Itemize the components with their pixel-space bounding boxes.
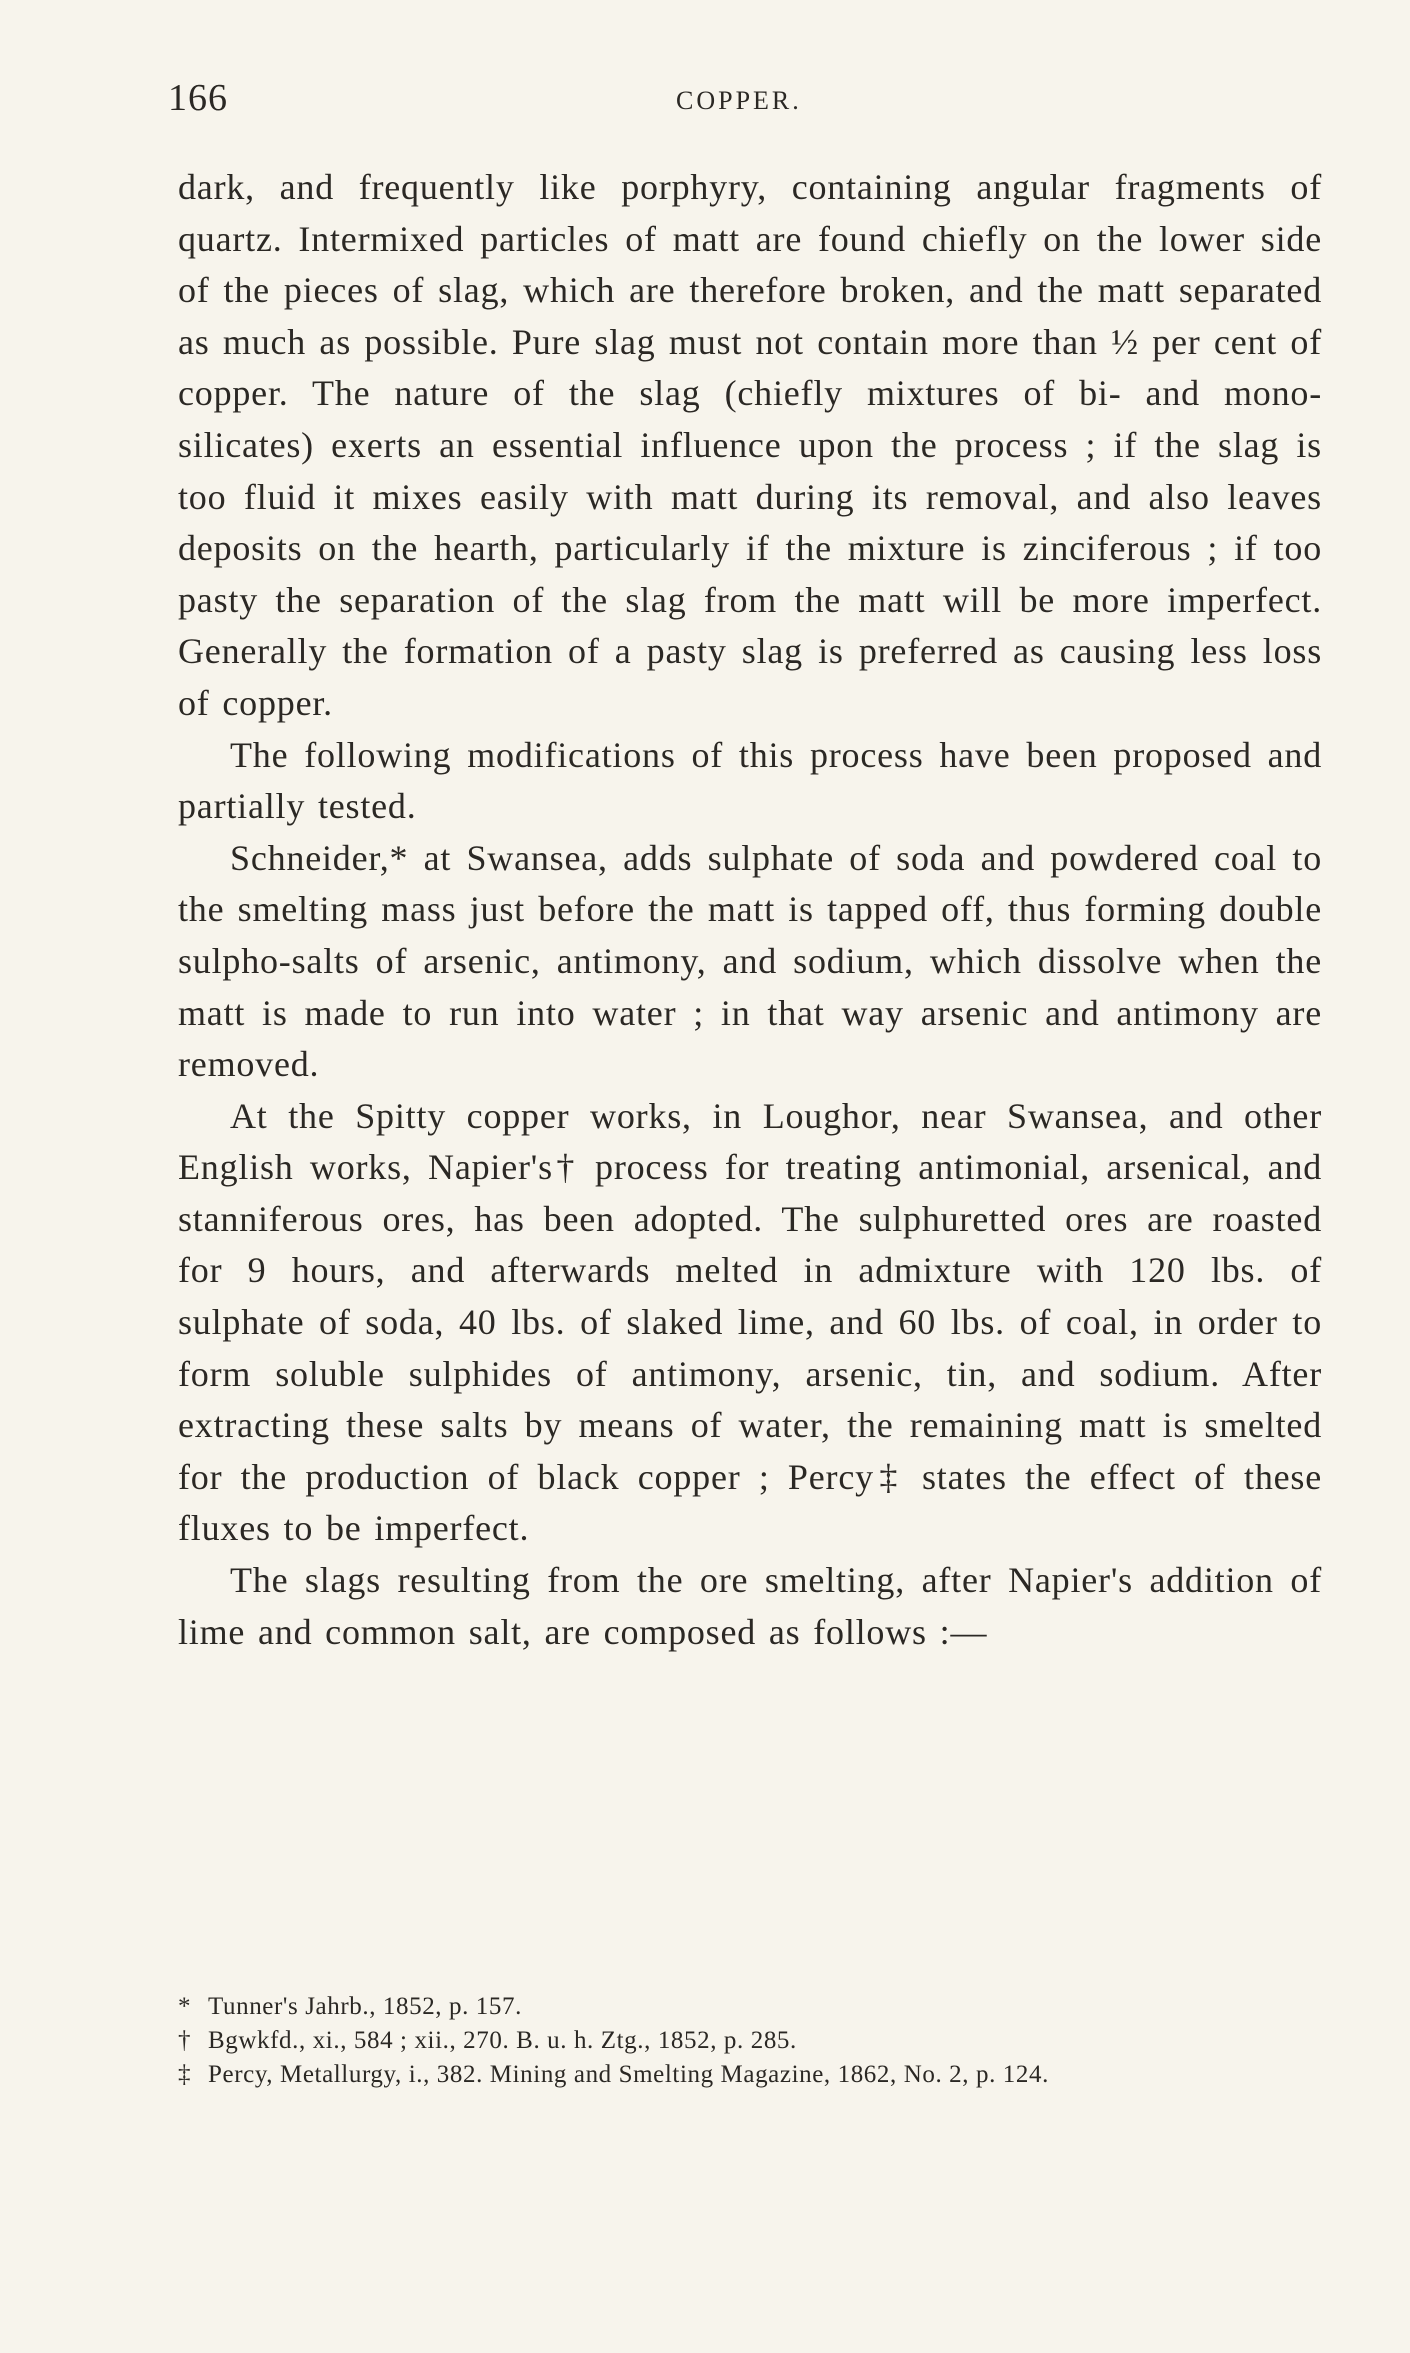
paragraph-spitty-works: At the Spitty copper works, in Loughor, near Swansea, and other English works, Napier's† process for treating antimonial, arsenical, and stanniferous ores, has been adopted. The sulphuretted ores are roasted for 9 hours, and afterwards melted in admixture with 120 lbs. of sulphate of soda, 40 lbs. of slaked lime, and 60 lbs. of coal, in order to form soluble sulphides of antimony, arsenic, tin, and sodium. After extracting these salts by means of water, the remaining matt is smelted for the production of black copper ; Percy‡ states the effect of these fluxes to be imperfect. xyxy=(178,1095,1322,1549)
footnote-bgwkfd xyxy=(178,2024,1316,2058)
page-header xyxy=(168,76,1326,126)
running-head: COPPER. xyxy=(676,86,802,115)
footnote-percy xyxy=(178,2058,1316,2092)
paragraph-modifications-intro: The following modifications of this process have been proposed and partially tested. xyxy=(178,734,1322,827)
footnote-mark: ‡ xyxy=(178,2061,192,2088)
footnotes xyxy=(178,1990,1316,2092)
footnote-tunner xyxy=(178,1990,1316,2024)
footnote-mark: † xyxy=(178,2027,192,2054)
page-number: 166 xyxy=(168,77,228,119)
body-text xyxy=(178,162,1322,1658)
footnote-mark: * xyxy=(178,1993,192,2020)
footnote-text: Bgwkfd., xi., 584 ; xii., 270. B. u. h. Ztg., 1852, p. 285. xyxy=(208,2027,797,2054)
paragraph-slag-description: dark, and frequently like porphyry, containing angular fragments of quartz. Intermixed particles of matt are found chiefly on the lower side of the pieces of slag, which are therefore broken, and the matt separated as much as possible. Pure slag must not contain more than ½ per cent of copper. The nature of the slag (chiefly mixtures of bi- and mono-silicates) exerts an essential influence upon the process ; if the slag is too fluid it mixes easily with matt during its removal, and also leaves deposits on the hearth, particularly if the mixture is zinciferous ; if too pasty the separation of the slag from the matt will be more imperfect. Generally the formation of a pasty slag is preferred as causing less loss of copper. xyxy=(178,167,1322,723)
footnote-text: Percy, Metallurgy, i., 382. Mining and Smelting Magazine, 1862, No. 2, p. 124. xyxy=(208,2061,1049,2088)
paragraph-slag-composition: The slags resulting from the ore smelting, after Napier's addition of lime and common salt, are composed as follows :— xyxy=(178,1560,1322,1652)
paragraph-schneider: Schneider,* at Swansea, adds sulphate of soda and powdered coal to the smelting mass just before the matt is tapped off, thus forming double sulpho-salts of arsenic, antimony, and sodium, which dissolve when the matt is made to run into water ; in that way arsenic and antimony are removed. xyxy=(178,837,1322,1085)
footnote-text: Tunner's Jahrb., 1852, p. 157. xyxy=(208,1993,522,2020)
